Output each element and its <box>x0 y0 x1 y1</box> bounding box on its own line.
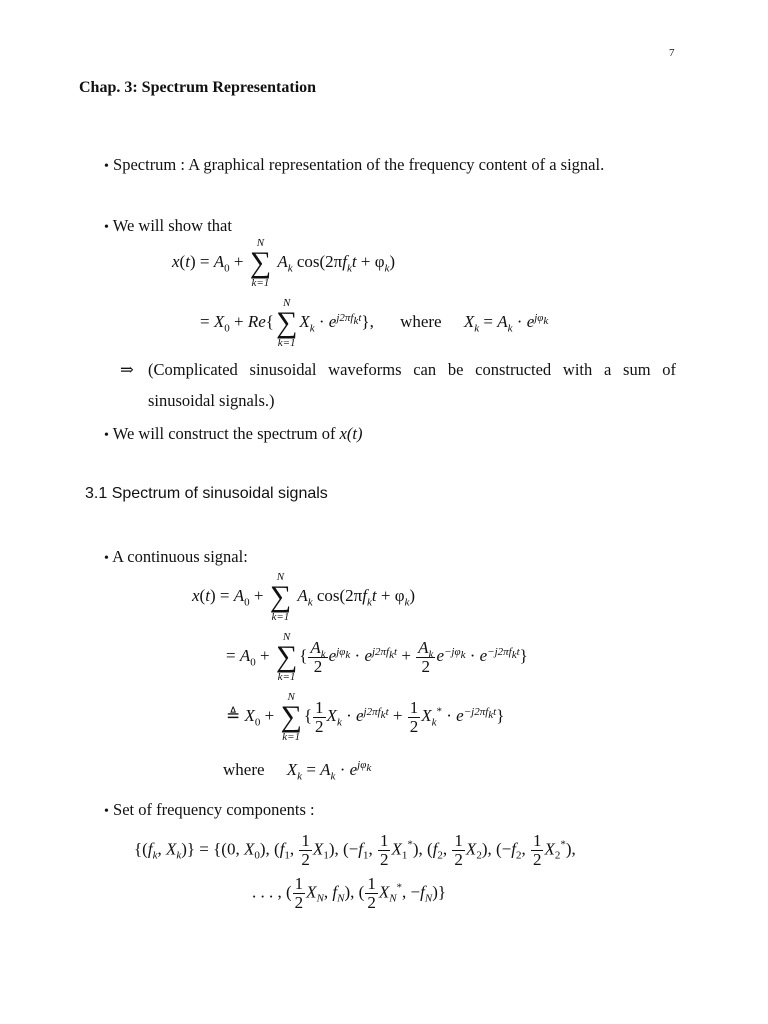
bullet-dot: • <box>104 220 109 235</box>
equation-signal-sum: $x(t) = A_0$ + N ∑ k=1 $A_k$ $\cos(2\pi f_kt + \varphi_k)$ <box>172 237 396 289</box>
continuous-text: A continuous signal: <box>112 547 248 566</box>
where-word: where <box>223 760 265 779</box>
bullet-frequency-components <box>104 800 315 820</box>
equation-component-set: {($f_k$, $X_k)\} = \{(0$, $X_0$), ($f_1$, $\frac{1}{2}$ $X_1$), ($-f_1$, $\frac{1}{2}$ $X_1^*$), ($f_2$, $\frac{1}{2}$ $X_2$), ($-f_2$, $\frac{1}{2}$ $X_2^*$), <box>134 831 576 869</box>
bullet-dot: • <box>104 804 109 819</box>
bullet-spectrum-definition <box>104 155 604 175</box>
equation-continuous-euler: = $A_0$ + N ∑ k=1 { $\frac{A_k}{2}$ $e^{j\varphi_k} \cdot e^{j2\pi f_kt}$ + $\frac{A_k}{2}$ $e^{-j\varphi_k} \cdot e^{-j2\pi f_kt}$} <box>226 631 528 683</box>
equation-where-definition: where $X_k = A_k \cdot e^{j\varphi_k}$ <box>223 759 372 783</box>
bullet-dot: • <box>104 428 109 443</box>
page-number: 7 <box>669 47 675 59</box>
section-title: 3.1 Spectrum of sinusoidal signals <box>85 485 328 502</box>
chapter-title: Chap. 3: Spectrum Representation <box>79 79 317 96</box>
summation-symbol: N ∑ k=1 <box>269 571 292 623</box>
implies-line-1: (Complicated sinusoidal waveforms can be constructed with a sum of <box>148 360 676 379</box>
summation-symbol: N ∑ k=1 <box>275 297 298 349</box>
summation-symbol: N ∑ k=1 <box>280 691 302 743</box>
bullet-dot: • <box>104 551 109 566</box>
implies-line-2: sinusoidal signals.) <box>148 391 275 410</box>
equation-component-set-cont: . . . , ( $\frac{1}{2}$ $X_N$, $f_N$), ( $\frac{1}{2}$ $X_N^*$, $-f_N$)} <box>252 874 447 912</box>
show-that-text: We will show that <box>112 216 232 235</box>
construct-text: We will construct the spectrum of <box>112 424 336 443</box>
where-word: where <box>400 312 442 332</box>
equation-continuous-sum: $x(t) = A_0$ + N ∑ k=1 $A_k$ $\cos(2\pi f_kt + \varphi_k)$ <box>192 571 416 623</box>
summation-symbol: N ∑ k=1 <box>275 631 298 683</box>
summation-symbol: N ∑ k=1 <box>249 237 272 289</box>
construct-math: x(t) <box>339 424 363 443</box>
implies-arrow: ⇒ <box>120 360 134 379</box>
frequency-components-text: Set of frequency components : <box>113 800 315 819</box>
equation-signal-complex: = $X_0 + Re${ N ∑ k=1 $X_k \cdot e^{j2\pi f_kt}$}, where $X_k = A_k \cdot e^{j\varphi_k}$ <box>200 297 549 349</box>
bullet-construct <box>104 424 363 444</box>
spectrum-definition-text: Spectrum : A graphical representation of the frequency content of a signal. <box>113 155 605 174</box>
bullet-continuous <box>104 547 248 567</box>
bullet-show-that <box>104 216 232 236</box>
bullet-dot: • <box>104 159 109 174</box>
equation-continuous-phasor: ≜ $X_0$ + N ∑ k=1 { $\frac{1}{2}$ $X_k \cdot e^{j2\pi f_kt}$ + $\frac{1}{2}$ $X_k^* \cdot e^{-j2\pi f_kt}$} <box>226 691 505 743</box>
